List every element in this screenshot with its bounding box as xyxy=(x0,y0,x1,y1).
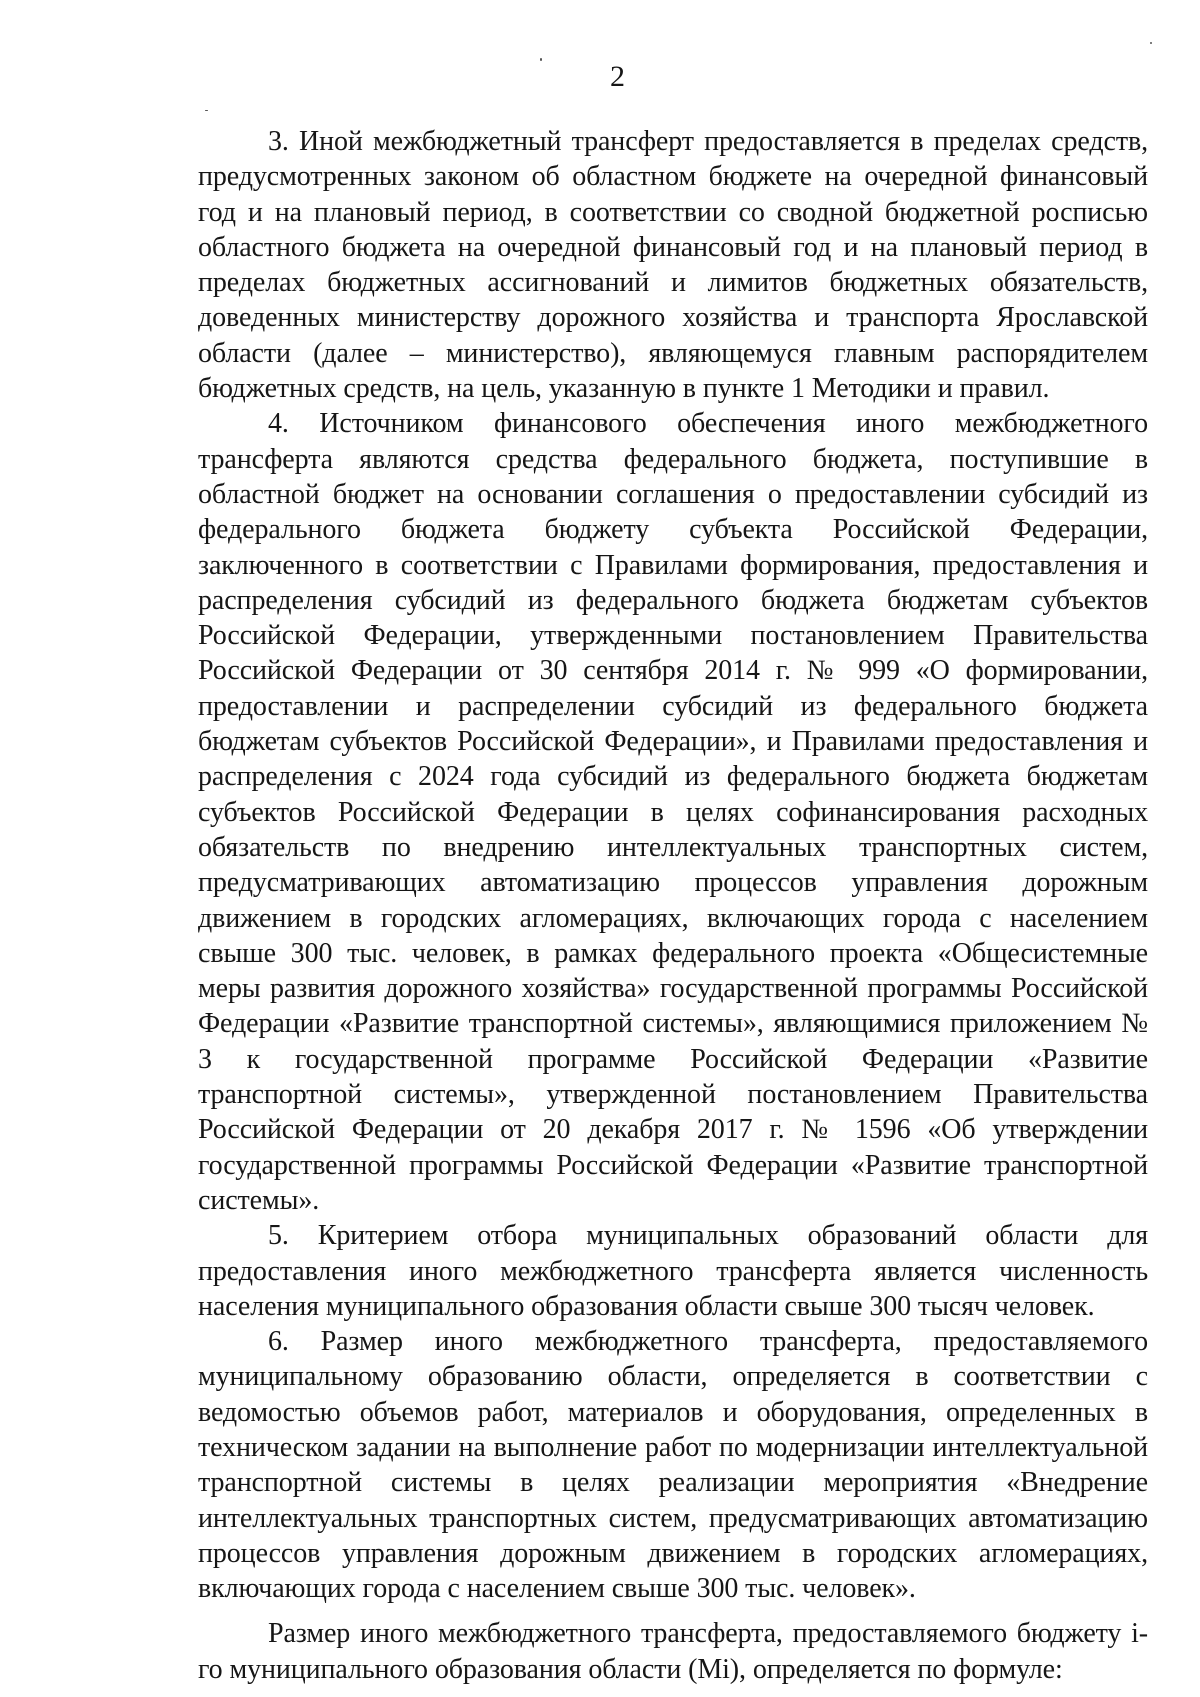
paragraph-6-transfer-size: 6. Размер иного межбюджетного трансферта, предоставляемого муниципальному образованию области, определяется в соответствии с ведомостью объемов работ, материалов и оборудования, определенных в техническом задании на выполнение работ по модернизации интеллектуальной транспортной системы в целях реализации мероприятия «Внедрение интеллектуальных транспортных систем, предусматривающих автоматизацию процессов управления дорожным движением в городских агломерациях, включающих города с населением свыше 300 тыс. человек». xyxy=(198,1326,1148,1605)
paragraph-3-transfer-limits: 3. Иной межбюджетный трансферт предоставляется в пределах средств, предусмотренных законом об областном бюджете на очередной финансовый год и на плановый период, в соответствии со сводной бюджетной росписью областного бюджета на очередной финансовый год и на плановый период в пределах бюджетных ассигнований и лимитов бюджетных обязательств, доведенных министерству дорожного хозяйства и транспорта Ярославской области (далее – министерство), являющемуся главным распорядителем бюджетных средств, на цель, указанную в пункте 1 Методики и правил. xyxy=(198,126,1148,405)
paragraph-4-funding-source: 4. Источником финансового обеспечения иного межбюджетного трансферта являются средства федерального бюджета, поступившие в областной бюджет на основании соглашения о предоставлении субсидий из федерального бюджета бюджету субъекта Российской Федерации, заключенного в соответствии с Правилами формирования, предоставления и распределения субсидий из федерального бюджета бюджетам субъектов Российской Федерации, утвержденными постановлением Правительства Российской Федерации от 30 сентября 2014 г. № 999 «О формировании, предоставлении и распределении субсидий из федерального бюджета бюджетам субъектов Российской Федерации», и Правилами предоставления и распределения с 2024 года субсидий из федерального бюджета бюджетам субъектов Российской Федерации в целях софинансирования расходных обязательств по внедрению интеллектуальных транспортных систем, предусматривающих автоматизацию процессов управления дорожным движением в городских агломерациях, включающих города с населением свыше 300 тыс. человек, в рамках федерального проекта «Общесистемные меры развития дорожного хозяйства» государственной программы Российской Федерации «Развитие транспортной системы», являющимися приложением № 3 к государственной программе Российской Федерации «Развитие транспортной системы», утвержденной постановлением Правительства Российской Федерации от 20 декабря 2017 г. № 1596 «Об утверждении государственной программы Российской Федерации «Развитие транспортной системы». xyxy=(198,408,1148,1216)
scan-speck xyxy=(1150,42,1152,44)
scan-speck xyxy=(540,58,542,61)
paragraph-formula-intro: Размер иного межбюджетного трансферта, предоставляемого бюджету i-го муниципального образования области (Mi), определяется по формуле: xyxy=(198,1618,1148,1685)
paragraph-5-selection-criterion: 5. Критерием отбора муниципальных образований области для предоставления иного межбюджетного трансферта является численность населения муниципального образования области свыше 300 тысяч человек. xyxy=(198,1220,1148,1322)
page-number: 2 xyxy=(610,60,625,93)
scan-speck xyxy=(205,110,208,111)
document-body xyxy=(198,124,1148,1687)
